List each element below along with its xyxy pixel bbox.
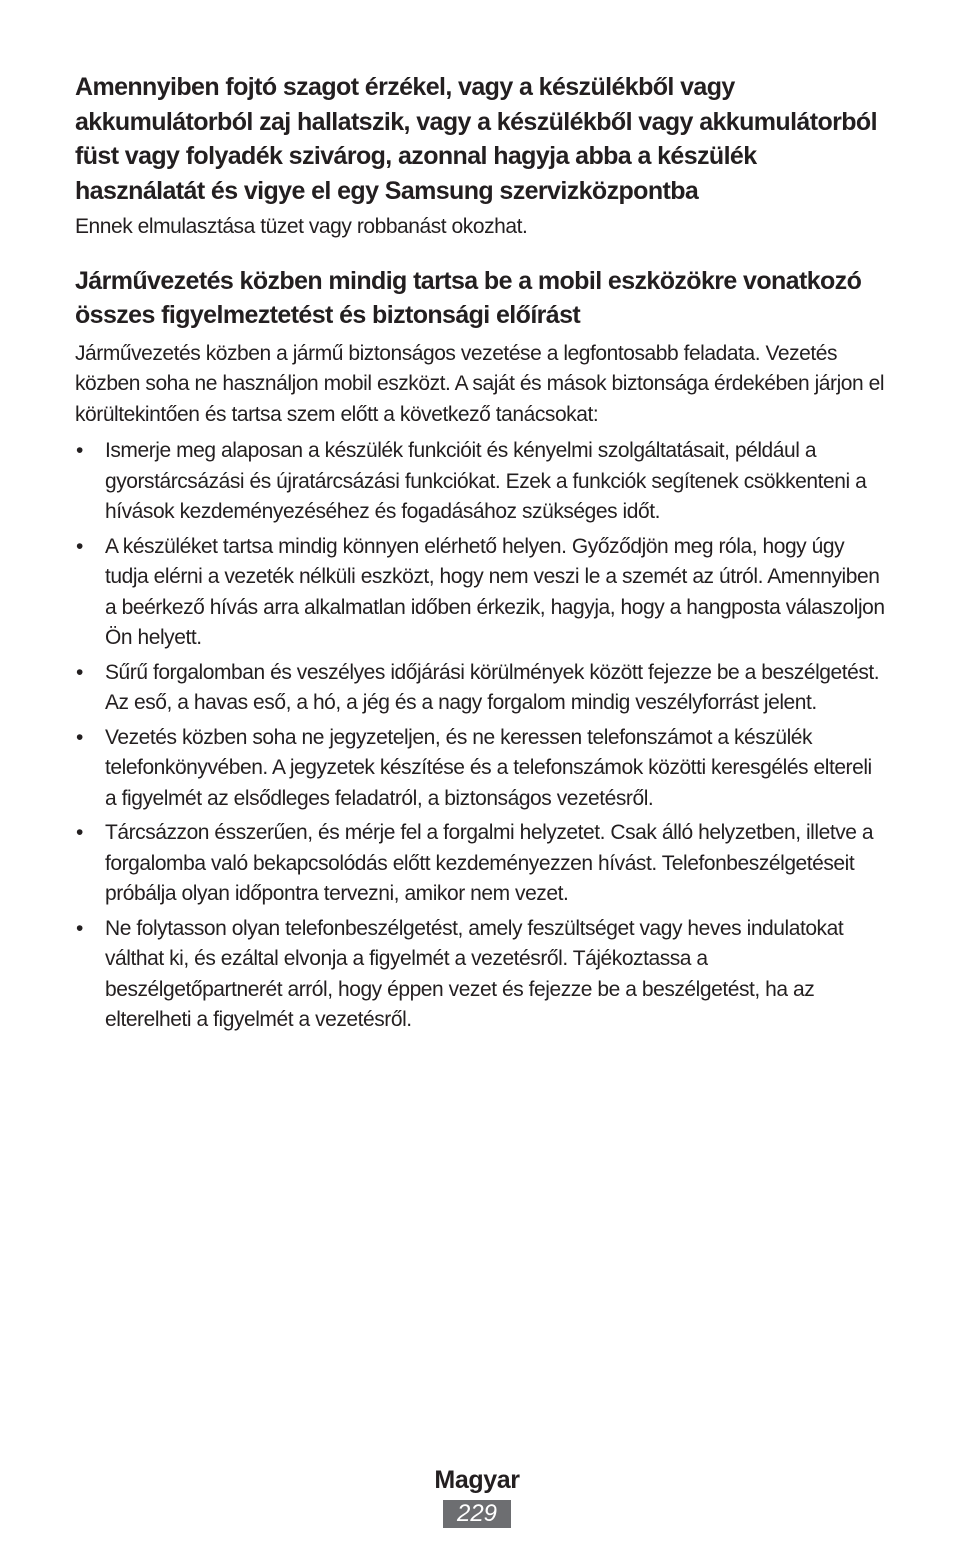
list-item-text: Ne folytasson olyan telefonbeszélgetést, amely feszültséget vagy heves indulatokat válthat ki, és ezáltal elvonja a figyelmét a vezetésről. Tájékoztassa a beszélgetőpartnerét arról, hogy éppen vezet és fejezze be a beszélgetést, ha az elterelheti a figyelmét a vezetésről. — [105, 916, 844, 1031]
list-item-text: A készüléket tartsa mindig könnyen elérhető helyen. Győződjön meg róla, hogy úgy tudja elérni a vezeték nélküli eszközt, hogy nem veszi le a szemét az útról. Amennyiben a beérkező hívás arra alkalmatlan időben érkezik, hagyja, hogy a hangposta válaszoljon Ön helyett. — [105, 534, 885, 649]
list-item — [75, 436, 885, 528]
section-body-driving-safety: Járművezetés közben a jármű biztonságos vezetése a legfontosabb feladata. Vezetés közben soha ne használjon mobil eszközt. A saját és mások biztonsága érdekében járjon el körültekintően és tartsa szem előtt a következő tanácsokat: — [75, 341, 885, 426]
list-item-text: Ismerje meg alaposan a készülék funkcióit és kényelmi szolgáltatásait, például a gyorstárcsázási és újratárcsázási funkciókat. Ezek a funkciók segítenek csökkenteni a hívások kezdeményezéséhez és fogadásához szükséges időt. — [105, 439, 867, 523]
bullet-icon: • — [76, 660, 83, 684]
list-item — [75, 658, 885, 719]
page-footer — [0, 1462, 954, 1528]
bullet-icon: • — [76, 534, 83, 558]
bullet-icon: • — [76, 821, 83, 844]
list-item — [75, 914, 885, 1036]
bullet-icon: • — [76, 439, 83, 462]
section-heading-driving-safety: Járművezetés közben mindig tartsa be a mobil eszközökre vonatkozó összes figyelmeztetést és biztonsági előírást — [75, 266, 862, 329]
driving-tips-list — [75, 436, 885, 1036]
bullet-icon: • — [76, 916, 83, 940]
list-item-text: Vezetés közben soha ne jegyzeteljen, és ne keressen telefonszámot a készülék telefonkönyvében. A jegyzetek készítése és a telefonszámok közötti keresgélés eltereli a figyelmét az elsődleges feladatról, a biztonságos vezetésről. — [105, 725, 872, 810]
section-body-fire-warning: Ennek elmulasztása tüzet vagy robbanást okozhat. — [75, 215, 528, 238]
page-content — [75, 70, 885, 1040]
list-item — [75, 723, 885, 815]
footer-language: Magyar — [434, 1466, 520, 1494]
section-heading-fire-warning: Amennyiben fojtó szagot érzékel, vagy a készülékből vagy akkumulátorból zaj hallatszik, vagy a készülékből vagy akkumulátorból füst vagy folyadék szivárog, azonnal hagyja abba a készülék használatát és vigye el egy Samsung szervizközpontba — [75, 73, 877, 205]
list-item-text: Sűrű forgalomban és veszélyes időjárási körülmények között fejezze be a beszélgetést. Az eső, a havas eső, a hó, a jég és a nagy forgalom mindig veszélyforrást jelent. — [105, 660, 880, 714]
list-item — [75, 818, 885, 910]
bullet-icon: • — [76, 725, 83, 749]
list-item-text: Tárcsázzon ésszerűen, és mérje fel a forgalmi helyzetet. Csak álló helyzetben, illetve a forgalomba való bekapcsolódás előtt kezdeményezzen hívást. Telefonbeszélgetéseit próbálja olyan időpontra tervezni, amikor nem vezet. — [105, 821, 874, 905]
list-item — [75, 532, 885, 654]
page-number-badge: 229 — [443, 1500, 511, 1528]
